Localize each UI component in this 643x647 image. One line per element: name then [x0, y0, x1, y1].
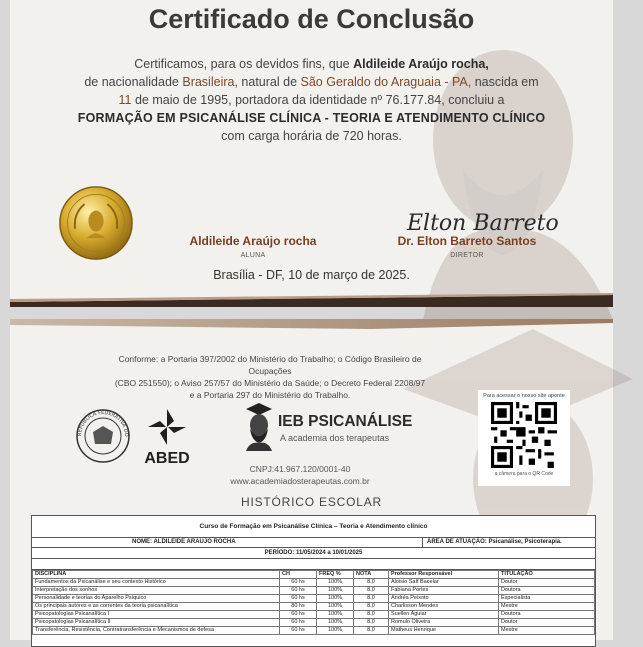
col-header-professor: Professor Responsável: [389, 571, 499, 579]
director-signature-name: Dr. Elton Barreto Santos: [397, 234, 537, 248]
transcript-course: Curso de Formação em Psicanálise Clínica – Teoria e Atendimento clínico: [32, 516, 595, 538]
cell-prof: Charlisson Mendes: [389, 603, 499, 611]
cell-ch: 60 hs: [280, 595, 317, 603]
cell-tit: Especialista: [499, 595, 595, 603]
abed-logo: [137, 407, 197, 468]
cell-disciplina: Personalidade e teorias do Aparelho Psíquico: [33, 595, 280, 603]
cell-prof: Suellen Aguiar: [389, 611, 499, 619]
qr-caption-top: Para acessar o nosso site aponte: [483, 393, 565, 399]
cell-nota: 8,0: [354, 587, 389, 595]
certificate-title: Certificado de Conclusão: [148, 4, 475, 34]
cell-nota: 8,0: [354, 611, 389, 619]
cnpj: CNPJ:41.967.120/0001-40: [249, 464, 351, 474]
qr-caption-bottom: a câmera para o QR Code: [494, 471, 554, 477]
id-number: 76.177.84,: [385, 93, 445, 107]
transcript-spacer: [32, 559, 595, 570]
birth-day: 11: [118, 93, 132, 107]
ieb-subtitle: A academia dos terapeutas: [280, 433, 390, 443]
table-row: [33, 579, 595, 587]
col-header-titulacao: TITULAÇÃO: [499, 571, 595, 579]
nationality-label: de nacionalidade: [84, 75, 179, 89]
cell-disciplina: Psicopatologias Psicanalítica II: [33, 619, 280, 627]
cell-prof: Andréa Peixoto: [389, 595, 499, 603]
cell-freq: 100%: [317, 611, 354, 619]
cell-freq: 100%: [317, 603, 354, 611]
cell-ch: 60 hs: [280, 611, 317, 619]
table-row: [33, 603, 595, 611]
student-signature-name: Aldileide Araújo rocha: [189, 234, 317, 248]
cell-nota: 8,0: [354, 579, 389, 587]
cell-nota: 8,0: [354, 619, 389, 627]
col-header-ch: CH: [280, 571, 317, 579]
cell-freq: 100%: [317, 619, 354, 627]
cell-freq: 100%: [317, 587, 354, 595]
ieb-psicanalise-logo: [242, 401, 413, 456]
cell-prof: Fabiana Portes: [389, 587, 499, 595]
student-signature-block: [178, 234, 328, 259]
birth-date-rest: de maio de 1995,: [134, 93, 232, 107]
table-row: [33, 611, 595, 619]
cell-freq: 100%: [317, 627, 354, 635]
ieb-title: IEB PSICANÁLISE: [278, 413, 413, 430]
legal-compliance-text: [110, 353, 430, 401]
certificate-body: [50, 55, 573, 145]
compliance-line: (CBO 251550); o Aviso 257/57 do Ministério da Saúde; o Decreto Federal 2208/97: [114, 378, 426, 388]
certificate-back: [10, 319, 613, 640]
grades-header-row: [33, 571, 595, 579]
table-row: [33, 619, 595, 627]
cell-disciplina: Transferência, Resistência, Contratransferência e Mecanismos de defesa: [33, 627, 280, 635]
cell-prof: Aloisio Saíf Bacelar: [389, 579, 499, 587]
director-signature-role: DIRETOR: [450, 252, 484, 259]
birthplace-label: natural de: [241, 75, 298, 89]
birthplace: São Geraldo do Araguaia - PA,: [300, 75, 472, 89]
student-signature-role: ALUNA: [240, 252, 266, 259]
course-name: FORMAÇÃO EM PSICANÁLISE CLÍNICA - TEORIA E ATENDIMENTO CLÍNICO: [77, 111, 546, 125]
id-label: portadora da identidade nº: [235, 93, 383, 107]
compliance-line: Conforme: a Portaria 397/2002 do Ministério do Trabalho; o Código Brasileiro de Ocupações: [118, 354, 422, 376]
cell-ch: 60 hs: [280, 587, 317, 595]
transcript-table: [31, 515, 596, 647]
cell-disciplina: Os principais autores e as correntes da teoria psicanalítica: [33, 603, 280, 611]
cell-tit: Mestre: [499, 603, 595, 611]
svg-text:Elton Barreto: Elton Barreto: [407, 211, 559, 236]
republic-seal-logo: [75, 408, 131, 464]
grades-body: [33, 579, 595, 635]
table-row: [33, 587, 595, 595]
nationality: Brasileira,: [182, 75, 238, 89]
cell-disciplina: Fundamentos da Psicanálise e seu contexto Histórico: [33, 579, 280, 587]
cell-disciplina: Psicopatologias Psicanalítica I: [33, 611, 280, 619]
col-header-nota: NOTA: [354, 571, 389, 579]
cell-tit: Mestre: [499, 627, 595, 635]
svg-text:REPÚBLICA FEDERATIVA DO BRASIL: REPÚBLICA FEDERATIVA DO: [76, 409, 130, 437]
concluded-text: concluiu a: [448, 93, 505, 107]
table-row: [33, 627, 595, 635]
cell-ch: 60 hs: [280, 627, 317, 635]
compliance-line: e a Portaria 297 do Ministério do Trabalho.: [189, 390, 351, 400]
transcript-student-row: [32, 538, 595, 548]
col-header-freq: FREQ %: [317, 571, 354, 579]
qr-code-icon: [491, 402, 557, 468]
website-link[interactable]: www.academiadosterapeutas.com.br: [230, 476, 370, 486]
certificate-date: Brasília - DF, 10 de março de 2025.: [213, 268, 410, 282]
cell-prof: Matheus Henrique: [389, 627, 499, 635]
freud-head-icon: [242, 401, 276, 451]
intro-text: Certificamos, para os devidos fins, que: [134, 57, 350, 71]
cell-freq: 100%: [317, 579, 354, 587]
abed-emblem-icon: [146, 407, 188, 447]
director-signature-script: [405, 204, 559, 238]
historico-title: HISTÓRICO ESCOLAR: [241, 495, 382, 509]
cell-nota: 8,0: [354, 627, 389, 635]
cell-tit: Doutor: [499, 619, 595, 627]
decorative-bottom-band: [10, 293, 613, 307]
cell-prof: Romulo Oliveira: [389, 619, 499, 627]
transcript-area: ÁREA DE ATUAÇÃO: Psicanálise, Psicoterapia.: [427, 539, 562, 545]
cell-nota: 8,0: [354, 603, 389, 611]
abed-label: ABED: [144, 450, 190, 467]
director-signature-block: [382, 234, 552, 259]
workload-text: com carga horária de 720 horas.: [221, 129, 402, 143]
cell-freq: 100%: [317, 595, 354, 603]
transcript-period: PERÍODO: 11/05/2024 a 10/01/2025: [32, 548, 595, 559]
institution-contact: [210, 463, 390, 487]
cell-nota: 8,0: [354, 595, 389, 603]
qr-code-box[interactable]: [478, 390, 570, 486]
cell-tit: Doutora: [499, 611, 595, 619]
transcript-student-name: NOME: ALDILEIDE ARAUJO ROCHA: [32, 538, 423, 547]
grades-table: [32, 570, 595, 635]
table-row: [33, 595, 595, 603]
cell-ch: 60 hs: [280, 579, 317, 587]
cell-ch: 80 hs: [280, 603, 317, 611]
cell-tit: Doutor: [499, 579, 595, 587]
cell-tit: Doutora: [499, 587, 595, 595]
certificate-front: [10, 0, 613, 307]
cell-ch: 60 hs: [280, 619, 317, 627]
student-name: Aldileide Araújo rocha,: [353, 57, 489, 71]
col-header-disciplina: DISCIPLINA: [33, 571, 280, 579]
cell-disciplina: Interpretação dos sonhos: [33, 587, 280, 595]
birth-label: nascida em: [474, 75, 539, 89]
gold-seal-icon: [58, 185, 134, 261]
